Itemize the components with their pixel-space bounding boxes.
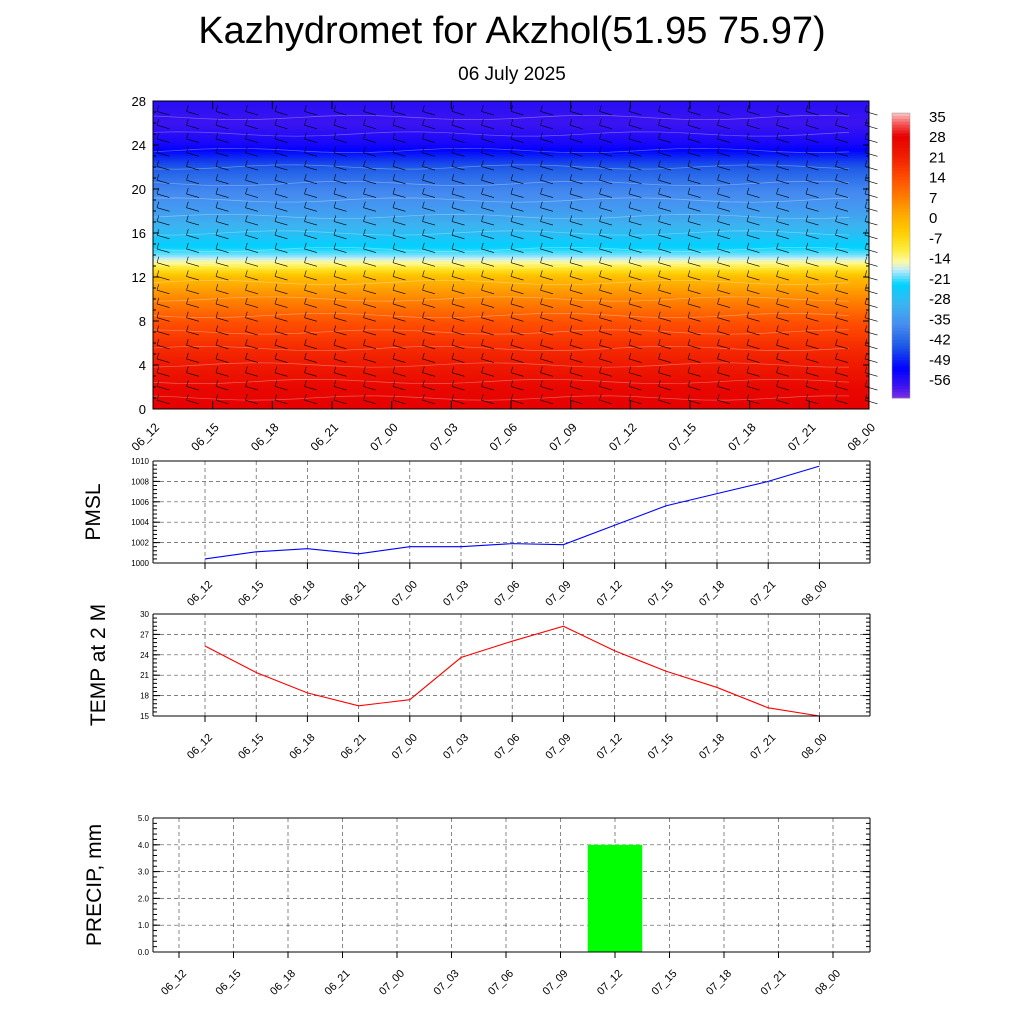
colorbar-segment <box>892 354 910 357</box>
colorbar-segment <box>892 383 910 386</box>
colorbar-segment <box>892 226 910 229</box>
colorbar-segment <box>892 203 910 206</box>
x-tick-label: 07_12 <box>594 731 625 762</box>
x-tick-label: 07_15 <box>649 967 680 998</box>
x-tick-label: 08_00 <box>799 578 830 609</box>
colorbar-segment <box>892 314 910 317</box>
colorbar-label: -42 <box>929 331 951 349</box>
x-tick-label: 06_15 <box>188 420 222 454</box>
colorbar-segment <box>892 290 910 293</box>
colorbar-label: 0 <box>929 210 938 228</box>
x-tick-label: 07_00 <box>389 578 420 609</box>
colorbar-segment <box>892 128 910 131</box>
colorbar-segment <box>892 139 910 142</box>
x-tick-label: 07_00 <box>367 420 401 454</box>
colorbar-segment <box>892 386 910 389</box>
colorbar-segment <box>892 287 910 290</box>
x-tick-label: 07_06 <box>486 420 521 454</box>
x-tick-label: 06_12 <box>128 420 163 454</box>
colorbar-segment <box>892 305 910 308</box>
colorbar-segment <box>892 296 910 299</box>
y-tick-label: 1004 <box>131 518 149 528</box>
y-tick-label: 4 <box>138 358 146 373</box>
x-tick-label: 07_06 <box>492 731 523 762</box>
colorbar-label: -56 <box>929 372 951 389</box>
colorbar-segment <box>892 372 910 375</box>
colorbar-segment <box>892 183 910 186</box>
x-tick-label: 07_21 <box>748 731 779 762</box>
colorbar-segment <box>892 360 910 363</box>
y-tick-label: 21 <box>140 671 149 681</box>
colorbar-segment <box>892 247 910 250</box>
x-tick-label: 07_18 <box>697 578 728 609</box>
colorbar-segment <box>892 267 910 270</box>
colorbar-segment <box>892 302 910 305</box>
y-tick-label: 20 <box>131 182 146 197</box>
x-tick-label: 07_15 <box>645 578 676 609</box>
y-tick-label: 0 <box>138 402 146 417</box>
colorbar-segment <box>892 194 910 197</box>
colorbar-label: -21 <box>929 270 951 288</box>
x-tick-label: 07_18 <box>697 731 728 762</box>
y-tick-label: 8 <box>138 314 146 329</box>
colorbar-segment <box>892 162 910 165</box>
x-tick-label: 07_03 <box>431 967 462 998</box>
colorbar-segment <box>892 171 910 174</box>
x-tick-label: 06_18 <box>268 967 299 998</box>
colorbar-segment <box>892 165 910 168</box>
pmsl-chart <box>82 457 870 609</box>
y-tick-label: 3.0 <box>137 867 149 877</box>
x-tick-label: 07_06 <box>492 578 523 609</box>
colorbar-segment <box>892 253 910 256</box>
x-tick-label: 08_00 <box>813 967 844 998</box>
colorbar-segment <box>892 148 910 151</box>
x-tick-label: 06_12 <box>185 578 216 609</box>
x-tick-label: 07_21 <box>784 420 819 454</box>
colorbar-segment <box>892 200 910 203</box>
y-tick-label: 1000 <box>131 559 149 568</box>
x-tick-label: 06_12 <box>185 731 216 762</box>
x-tick-label: 06_12 <box>159 967 190 998</box>
colorbar-segment <box>892 285 910 288</box>
colorbar-segment <box>892 328 910 331</box>
y-tick-label: 15 <box>140 712 149 721</box>
colorbar-segment <box>892 145 910 148</box>
x-tick-label: 07_18 <box>725 420 759 454</box>
colorbar-segment <box>892 258 910 261</box>
x-tick-label: 08_00 <box>844 420 879 454</box>
x-tick-label: 06_21 <box>338 578 369 609</box>
y-tick-label: 4.0 <box>137 840 149 850</box>
y-tick-label: 1006 <box>131 497 149 507</box>
colorbar <box>892 109 951 398</box>
colorbar-segment <box>892 238 910 241</box>
colorbar-segment <box>892 343 910 346</box>
colorbar-segment <box>892 282 910 285</box>
colorbar-segment <box>892 357 910 360</box>
colorbar-segment <box>892 299 910 302</box>
colorbar-segment <box>892 154 910 157</box>
colorbar-segment <box>892 229 910 232</box>
x-tick-label: 06_15 <box>213 967 244 998</box>
colorbar-label: 35 <box>929 109 946 126</box>
colorbar-segment <box>892 136 910 139</box>
colorbar-segment <box>892 215 910 218</box>
colorbar-segment <box>892 130 910 133</box>
x-tick-label: 07_18 <box>704 967 735 998</box>
y-tick-label: 2.0 <box>137 894 149 904</box>
y-axis-title: TEMP at 2 M <box>87 603 110 727</box>
y-tick-label: 1002 <box>131 538 149 548</box>
colorbar-segment <box>892 119 910 122</box>
colorbar-segment <box>892 378 910 381</box>
temperature-cross-section <box>129 94 879 454</box>
colorbar-segment <box>892 276 910 279</box>
x-tick-label: 07_03 <box>441 578 472 609</box>
colorbar-segment <box>892 235 910 238</box>
colorbar-segment <box>892 381 910 384</box>
temp-2m-chart <box>87 604 870 762</box>
colorbar-segment <box>892 151 910 154</box>
colorbar-segment <box>892 340 910 343</box>
y-tick-label: 5.0 <box>137 814 149 823</box>
colorbar-segment <box>892 319 910 322</box>
colorbar-label: -35 <box>929 311 951 329</box>
colorbar-segment <box>892 113 910 116</box>
y-tick-label: 0.0 <box>137 948 149 957</box>
colorbar-segment <box>892 168 910 171</box>
x-tick-label: 07_15 <box>665 420 700 454</box>
x-tick-label: 07_12 <box>594 578 625 609</box>
x-tick-label: 06_21 <box>307 420 342 454</box>
colorbar-segment <box>892 180 910 183</box>
colorbar-segment <box>892 389 910 392</box>
colorbar-segment <box>892 133 910 136</box>
x-tick-label: 07_03 <box>441 731 472 762</box>
colorbar-segment <box>892 273 910 276</box>
colorbar-segment <box>892 177 910 180</box>
colorbar-segment <box>892 244 910 247</box>
y-tick-label: 12 <box>131 270 146 285</box>
x-tick-label: 06_18 <box>287 731 318 762</box>
colorbar-segment <box>892 325 910 328</box>
x-tick-label: 06_15 <box>236 731 267 762</box>
colorbar-segment <box>892 311 910 314</box>
colorbar-segment <box>892 392 910 395</box>
colorbar-segment <box>892 241 910 244</box>
colorbar-segment <box>892 212 910 215</box>
x-tick-label: 07_21 <box>748 578 779 609</box>
colorbar-segment <box>892 366 910 369</box>
colorbar-segment <box>892 250 910 253</box>
colorbar-segment <box>892 261 910 264</box>
colorbar-segment <box>892 317 910 320</box>
y-tick-label: 24 <box>140 650 149 660</box>
colorbar-segment <box>892 174 910 177</box>
colorbar-segment <box>892 206 910 209</box>
y-tick-label: 16 <box>131 226 146 241</box>
precip-chart <box>83 814 870 998</box>
colorbar-segment <box>892 125 910 128</box>
x-tick-label: 06_21 <box>322 967 353 998</box>
y-tick-label: 1008 <box>131 477 149 487</box>
colorbar-segment <box>892 346 910 349</box>
y-tick-label: 1010 <box>131 457 149 466</box>
x-tick-label: 06_18 <box>247 420 282 454</box>
x-tick-label: 07_15 <box>645 731 676 762</box>
colorbar-segment <box>892 349 910 352</box>
y-axis-title: PRECIP, mm <box>83 823 106 947</box>
colorbar-label: 28 <box>929 129 946 147</box>
colorbar-segment <box>892 375 910 378</box>
colorbar-segment <box>892 189 910 192</box>
y-tick-label: 18 <box>140 691 149 701</box>
x-tick-label: 06_21 <box>338 731 369 762</box>
colorbar-segment <box>892 264 910 267</box>
colorbar-segment <box>892 232 910 235</box>
colorbar-label: 14 <box>929 169 946 187</box>
y-tick-label: 30 <box>140 610 149 619</box>
colorbar-segment <box>892 192 910 195</box>
y-tick-label: 28 <box>131 94 146 109</box>
colorbar-label: -49 <box>929 351 951 369</box>
colorbar-segment <box>892 293 910 296</box>
x-tick-label: 07_12 <box>605 420 640 454</box>
precip-bar <box>588 845 643 952</box>
colorbar-segment <box>892 270 910 273</box>
colorbar-segment <box>892 209 910 212</box>
colorbar-segment <box>892 256 910 259</box>
x-tick-label: 07_09 <box>543 731 574 762</box>
x-tick-label: 08_00 <box>799 731 830 762</box>
chart-title: Kazhydromet for Akzhol(51.95 75.97) <box>198 10 826 52</box>
colorbar-segment <box>892 197 910 200</box>
colorbar-segment <box>892 157 910 160</box>
colorbar-label: 21 <box>929 149 946 167</box>
x-tick-label: 07_00 <box>389 731 420 762</box>
x-tick-label: 07_21 <box>758 967 789 998</box>
x-tick-label: 07_00 <box>377 967 408 998</box>
x-tick-label: 06_18 <box>287 578 318 609</box>
y-axis-title: PMSL <box>82 483 105 541</box>
colorbar-segment <box>892 369 910 372</box>
x-tick-label: 07_09 <box>543 578 574 609</box>
colorbar-segment <box>892 337 910 340</box>
colorbar-segment <box>892 363 910 366</box>
colorbar-segment <box>892 224 910 227</box>
x-tick-label: 07_09 <box>546 420 580 454</box>
colorbar-segment <box>892 160 910 163</box>
colorbar-segment <box>892 351 910 354</box>
x-tick-label: 07_12 <box>595 967 626 998</box>
colorbar-segment <box>892 186 910 189</box>
colorbar-label: -28 <box>929 291 951 309</box>
colorbar-label: 7 <box>929 189 938 207</box>
colorbar-segment <box>892 218 910 221</box>
colorbar-segment <box>892 221 910 224</box>
y-tick-label: 24 <box>131 138 146 153</box>
colorbar-label: -7 <box>929 230 943 248</box>
colorbar-segment <box>892 142 910 145</box>
colorbar-segment <box>892 322 910 325</box>
colorbar-segment <box>892 279 910 282</box>
x-tick-label: 06_15 <box>236 578 267 609</box>
colorbar-segment <box>892 122 910 125</box>
colorbar-segment <box>892 331 910 334</box>
y-tick-label: 27 <box>140 630 149 640</box>
x-tick-label: 07_03 <box>426 420 461 454</box>
colorbar-segment <box>892 308 910 311</box>
y-tick-label: 1.0 <box>137 921 149 931</box>
colorbar-label: -14 <box>929 250 951 268</box>
colorbar-segment <box>892 334 910 337</box>
x-tick-label: 07_06 <box>486 967 517 998</box>
x-tick-label: 07_09 <box>540 967 571 998</box>
colorbar-segment <box>892 116 910 119</box>
chart-subtitle: 06 July 2025 <box>458 64 566 85</box>
